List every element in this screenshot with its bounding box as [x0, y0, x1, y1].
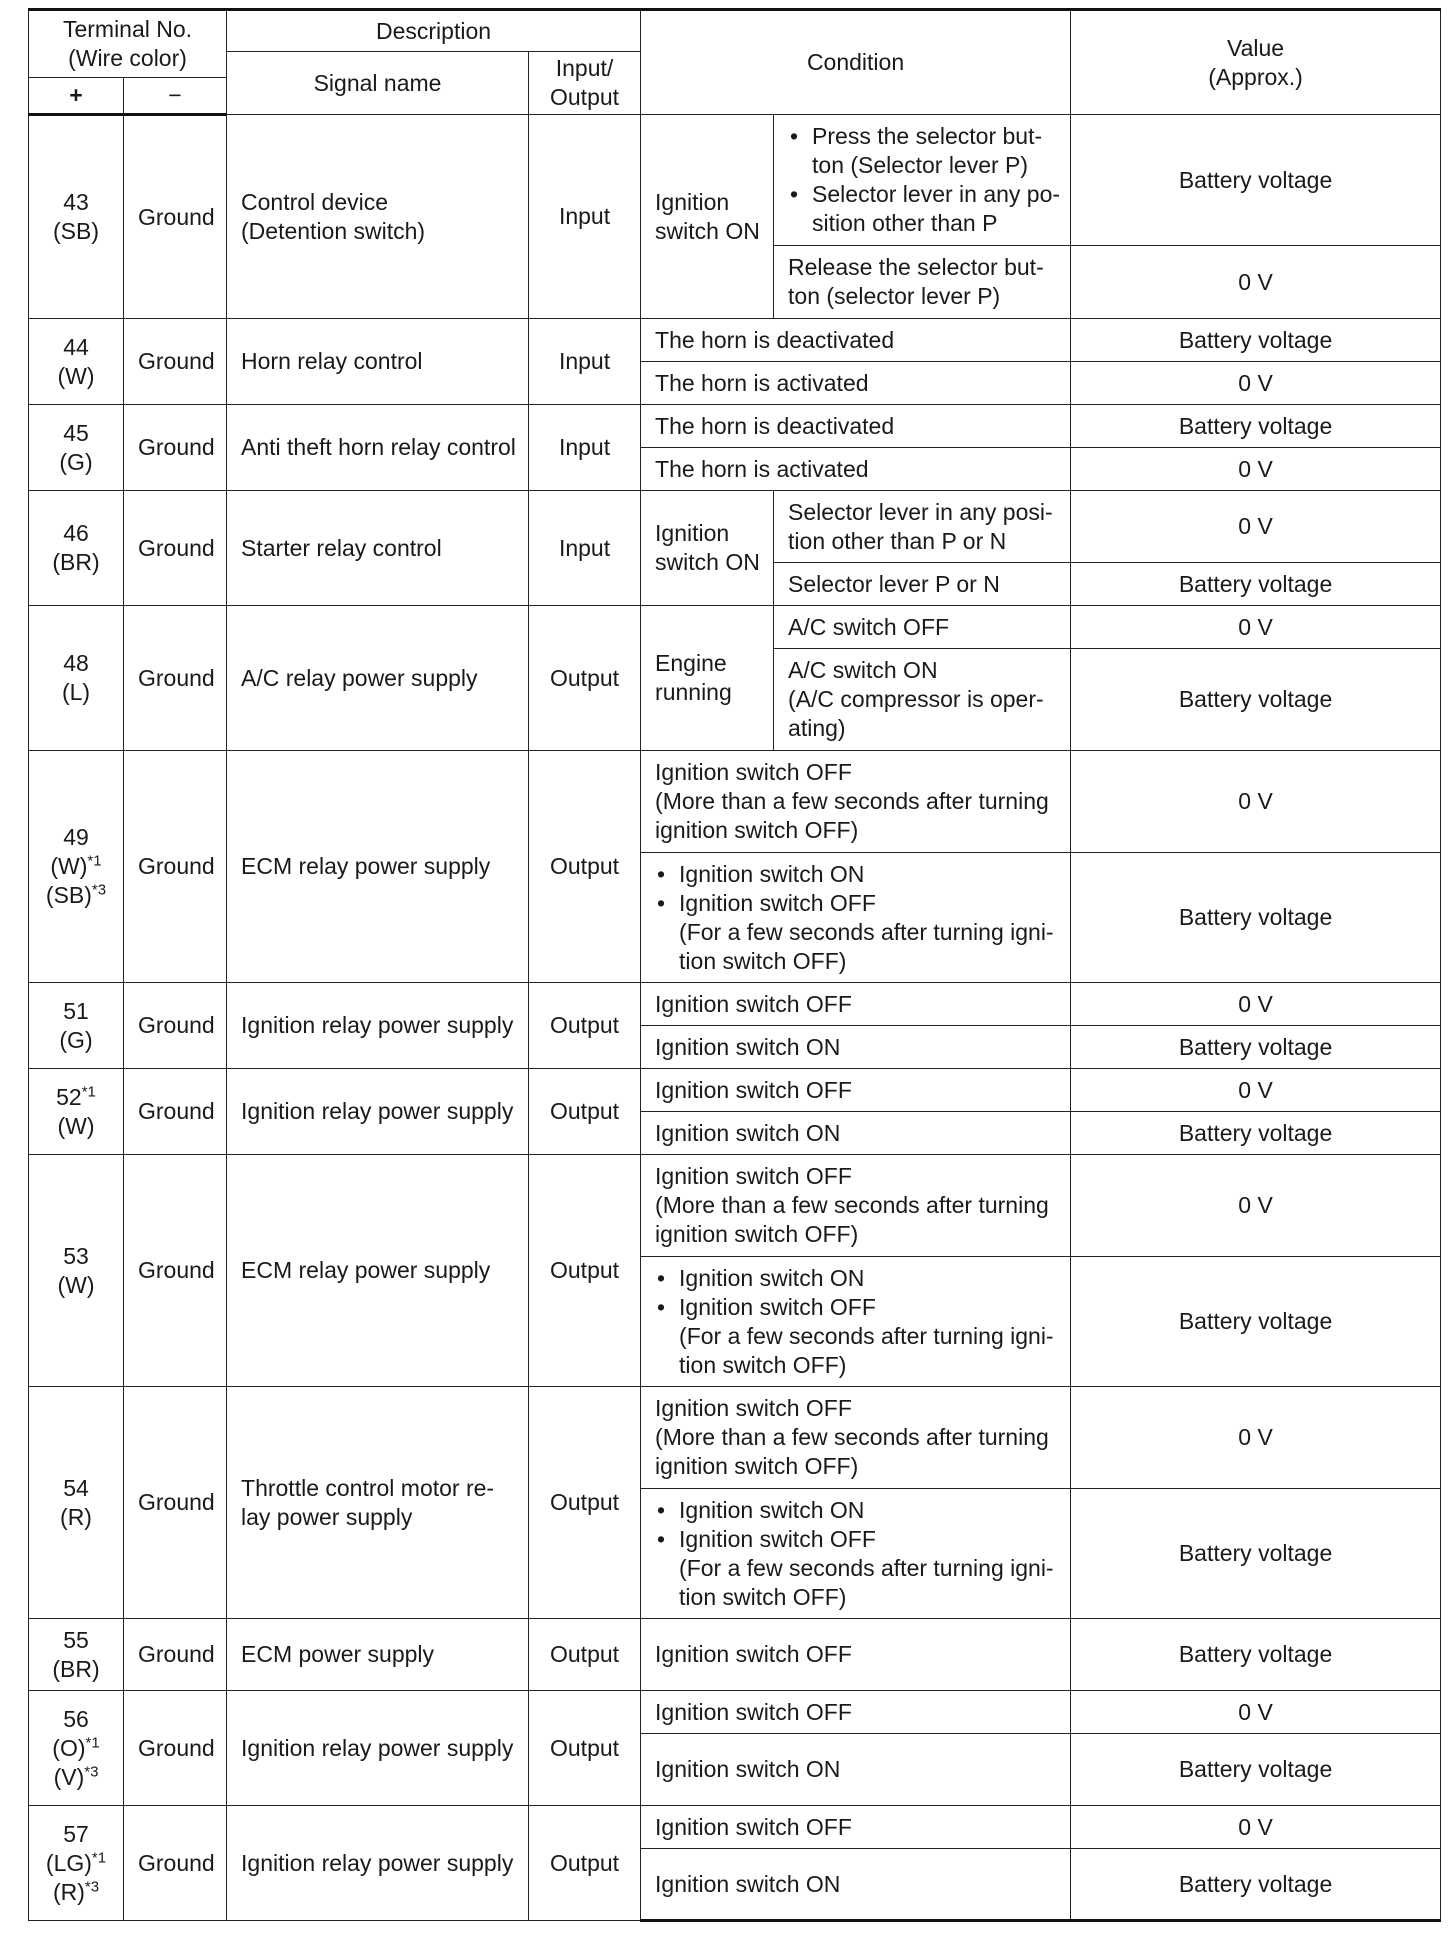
table-row: [29, 1155, 1441, 1257]
value-cell: Battery voltage: [1071, 563, 1441, 606]
signal-name-cell: Anti theft horn relay control: [227, 405, 529, 491]
table-row: [29, 491, 1441, 563]
terminal-cell: 51 (G): [29, 983, 124, 1069]
table-row: [29, 1387, 1441, 1489]
ground-cell: Ground: [124, 983, 227, 1069]
condition-cell: • Ignition switch ON • Ignition switch OFF (For a few seconds after turning igni- tion switch OFF): [641, 1489, 1071, 1619]
value-cell: Battery voltage: [1071, 1257, 1441, 1387]
condition-header: Condition: [641, 10, 1071, 115]
terminal-cell: 49 (W)$^{*1}$ (SB)$^{*3}$: [29, 751, 124, 983]
value-cell: 0 V: [1071, 751, 1441, 853]
value-cell: Battery voltage: [1071, 405, 1441, 448]
condition-cell: Ignition switch OFF (More than a few seconds after turning ignition switch OFF): [641, 1155, 1071, 1257]
ground-cell: Ground: [124, 1691, 227, 1806]
value-cell: Battery voltage: [1071, 649, 1441, 751]
value-cell: Battery voltage: [1071, 1112, 1441, 1155]
io-cell: Output: [529, 1155, 641, 1387]
signal-name-header: Signal name: [227, 52, 529, 115]
minus-header: −: [124, 77, 227, 114]
description-header: Description: [227, 10, 641, 52]
io-cell: Output: [529, 1069, 641, 1155]
io-cell: Input: [529, 491, 641, 606]
io-cell: Input: [529, 115, 641, 319]
terminal-cell: 56 (O)$^{*1}$ (V)$^{*3}$: [29, 1691, 124, 1806]
condition-cell: Ignition switch ON: [641, 1849, 1071, 1921]
signal-name-cell: Horn relay control: [227, 319, 529, 405]
table-row: [29, 405, 1441, 448]
ground-cell: Ground: [124, 491, 227, 606]
condition-sub-cell: Selector lever P or N: [774, 563, 1071, 606]
condition-sub-cell: A/C switch OFF: [774, 606, 1071, 649]
table-row: [29, 983, 1441, 1026]
table-row: [29, 751, 1441, 853]
value-cell: Battery voltage: [1071, 115, 1441, 246]
table-row: [29, 1691, 1441, 1734]
io-cell: Output: [529, 606, 641, 751]
signal-name-cell: A/C relay power supply: [227, 606, 529, 751]
value-cell: Battery voltage: [1071, 1849, 1441, 1921]
value-cell: 0 V: [1071, 1387, 1441, 1489]
io-cell: Output: [529, 1691, 641, 1806]
io-cell: Input: [529, 405, 641, 491]
io-cell: Output: [529, 983, 641, 1069]
signal-name-cell: Throttle control motor re- lay power supply: [227, 1387, 529, 1619]
condition-cell: • Ignition switch ON • Ignition switch OFF (For a few seconds after turning igni- tion switch OFF): [641, 853, 1071, 983]
ground-cell: Ground: [124, 751, 227, 983]
condition-cell: Ignition switch ON: [641, 1112, 1071, 1155]
io-cell: Input: [529, 319, 641, 405]
condition-cell: Ignition switch OFF (More than a few seconds after turning ignition switch OFF): [641, 751, 1071, 853]
io-cell: Output: [529, 1806, 641, 1921]
table-row: [29, 1806, 1441, 1849]
value-cell: 0 V: [1071, 448, 1441, 491]
value-header: Value (Approx.): [1071, 10, 1441, 115]
table-row: [29, 1069, 1441, 1112]
condition-cell: Ignition switch ON: [641, 1026, 1071, 1069]
value-cell: 0 V: [1071, 983, 1441, 1026]
signal-name-cell: Control device (Detention switch): [227, 115, 529, 319]
terminal-cell: 57 (LG)$^{*1}$ (R)$^{*3}$: [29, 1806, 124, 1921]
condition-cell: Ignition switch ON: [641, 1734, 1071, 1806]
condition-cell: Ignition switch OFF (More than a few seconds after turning ignition switch OFF): [641, 1387, 1071, 1489]
signal-name-cell: Starter relay control: [227, 491, 529, 606]
condition-cell: Ignition switch OFF: [641, 1691, 1071, 1734]
value-cell: 0 V: [1071, 1155, 1441, 1257]
condition-cell: The horn is activated: [641, 362, 1071, 405]
terminal-cell: 46 (BR): [29, 491, 124, 606]
condition-sub-cell: • Press the selector but- ton (Selector lever P) • Selector lever in any po- sition other than P: [774, 115, 1071, 246]
condition-cell: The horn is deactivated: [641, 319, 1071, 362]
condition-sub-cell: Release the selector but- ton (selector lever P): [774, 246, 1071, 319]
condition-main-cell: Ignition switch ON: [641, 115, 774, 319]
header-row-1: [29, 10, 1441, 52]
condition-cell: The horn is deactivated: [641, 405, 1071, 448]
signal-name-cell: ECM relay power supply: [227, 751, 529, 983]
table-row: [29, 319, 1441, 362]
plus-header: +: [29, 77, 124, 114]
condition-main-cell: Ignition switch ON: [641, 491, 774, 606]
table-row: [29, 115, 1441, 246]
value-cell: 0 V: [1071, 1806, 1441, 1849]
value-cell: Battery voltage: [1071, 1489, 1441, 1619]
value-cell: 0 V: [1071, 606, 1441, 649]
ground-cell: Ground: [124, 1619, 227, 1691]
terminal-cell: 53 (W): [29, 1155, 124, 1387]
ground-cell: Ground: [124, 115, 227, 319]
io-header: Input/ Output: [529, 52, 641, 115]
signal-name-cell: Ignition relay power supply: [227, 1691, 529, 1806]
value-cell: 0 V: [1071, 1691, 1441, 1734]
terminal-table-sheet: [28, 8, 1441, 1922]
ground-cell: Ground: [124, 606, 227, 751]
ground-cell: Ground: [124, 1155, 227, 1387]
signal-name-cell: ECM relay power supply: [227, 1155, 529, 1387]
terminal-cell: 48 (L): [29, 606, 124, 751]
terminal-no-header: Terminal No. (Wire color): [29, 10, 227, 78]
ground-cell: Ground: [124, 319, 227, 405]
condition-cell: • Ignition switch ON • Ignition switch OFF (For a few seconds after turning igni- tion switch OFF): [641, 1257, 1071, 1387]
value-cell: 0 V: [1071, 246, 1441, 319]
signal-name-cell: Ignition relay power supply: [227, 1069, 529, 1155]
terminal-cell: 52$^{*1}$ (W): [29, 1069, 124, 1155]
value-cell: Battery voltage: [1071, 319, 1441, 362]
io-cell: Output: [529, 1387, 641, 1619]
value-cell: Battery voltage: [1071, 1619, 1441, 1691]
terminal-cell: 44 (W): [29, 319, 124, 405]
value-cell: Battery voltage: [1071, 853, 1441, 983]
table-row: [29, 1619, 1441, 1691]
condition-sub-cell: Selector lever in any posi- tion other than P or N: [774, 491, 1071, 563]
terminal-cell: 55 (BR): [29, 1619, 124, 1691]
value-cell: Battery voltage: [1071, 1026, 1441, 1069]
signal-name-cell: Ignition relay power supply: [227, 983, 529, 1069]
signal-name-cell: ECM power supply: [227, 1619, 529, 1691]
io-cell: Output: [529, 751, 641, 983]
condition-cell: Ignition switch OFF: [641, 983, 1071, 1026]
terminal-cell: 45 (G): [29, 405, 124, 491]
value-cell: 0 V: [1071, 362, 1441, 405]
ground-cell: Ground: [124, 1387, 227, 1619]
terminal-cell: 43 (SB): [29, 115, 124, 319]
condition-cell: Ignition switch OFF: [641, 1069, 1071, 1112]
condition-main-cell: Engine running: [641, 606, 774, 751]
value-cell: 0 V: [1071, 1069, 1441, 1112]
table-row: [29, 606, 1441, 649]
ecm-terminal-table: [28, 8, 1441, 1922]
signal-name-cell: Ignition relay power supply: [227, 1806, 529, 1921]
condition-cell: Ignition switch OFF: [641, 1619, 1071, 1691]
condition-cell: The horn is activated: [641, 448, 1071, 491]
condition-sub-cell: A/C switch ON (A/C compressor is oper- ating): [774, 649, 1071, 751]
ground-cell: Ground: [124, 1806, 227, 1921]
condition-cell: Ignition switch OFF: [641, 1806, 1071, 1849]
value-cell: Battery voltage: [1071, 1734, 1441, 1806]
ground-cell: Ground: [124, 1069, 227, 1155]
io-cell: Output: [529, 1619, 641, 1691]
value-cell: 0 V: [1071, 491, 1441, 563]
ground-cell: Ground: [124, 405, 227, 491]
terminal-cell: 54 (R): [29, 1387, 124, 1619]
